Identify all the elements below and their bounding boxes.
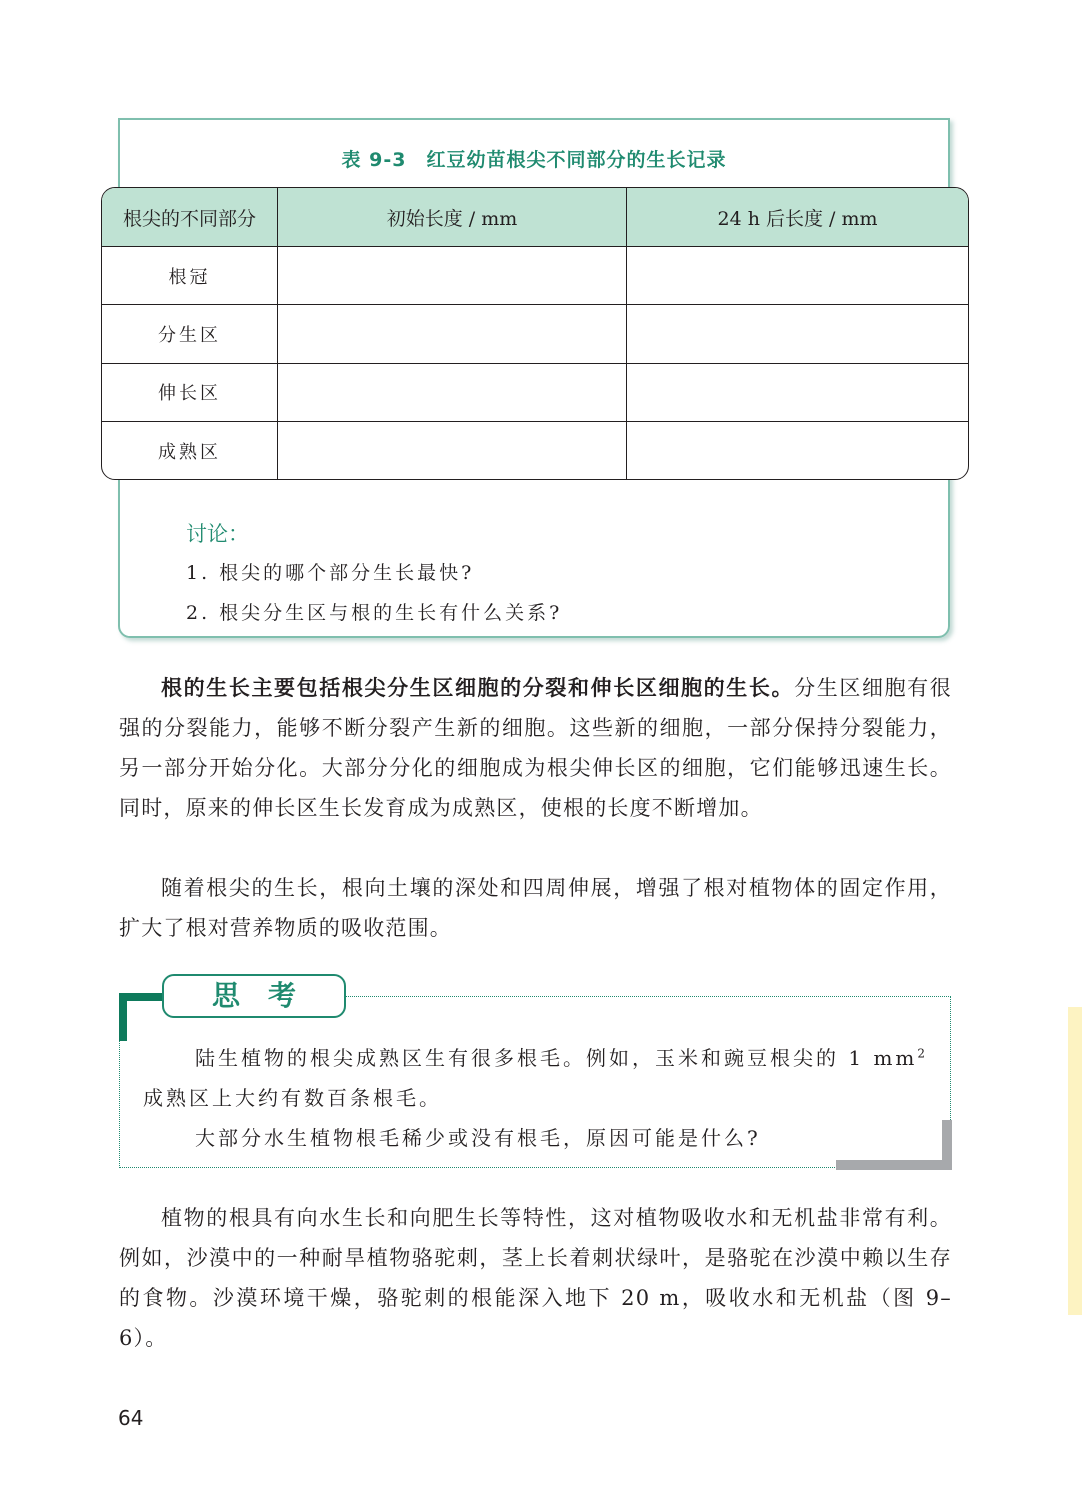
header-length-after-24h: 24 h 后长度 / mm [627,188,969,247]
page-number: 64 [118,1406,144,1430]
page-edge-tab [1068,1007,1082,1315]
paragraph-body: 分生区细胞有很强的分裂能力，能够不断分裂产生新的细胞。这些新的细胞，一部分保持分裂能力，另一部分开始分化。大部分分化的细胞成为根尖伸长区的细胞，它们能够迅速生长。同时，原来的伸长区生长发育成为成熟区，使根的长度不断增加。 [119,676,952,820]
think-label: 思考 [162,974,346,1018]
table-row [102,363,968,421]
paragraph-root-extension: 随着根尖的生长，根向土壤的深处和四周伸展，增强了根对植物体的固定作用，扩大了根对营养物质的吸收范围。 [119,876,952,940]
table-title: 表 9-3 红豆幼苗根尖不同部分的生长记录 [341,149,727,171]
paragraph-root-growth [119,668,952,828]
paragraph-key-sentence: 根的生长主要包括根尖分生区细胞的分裂和伸长区细胞的生长。 [161,676,795,700]
discussion-label: 讨论： [186,522,249,546]
cell-empty [278,247,627,305]
header-root-part: 根尖的不同部分 [102,188,278,247]
cell-empty [278,422,627,479]
cell-empty [627,247,969,305]
growth-record-table [101,187,969,480]
header-initial-length: 初始长度 / mm [278,188,627,247]
think-corner-accent [119,993,165,1001]
table-row [102,422,968,479]
paragraph-root-tropism: 植物的根具有向水生长和向肥生长等特性，这对植物吸收水和无机盐非常有利。例如，沙漠中的一种耐旱植物骆驼刺，茎上长着刺状绿叶，是骆驼在沙漠中赖以生存的食物。沙漠环境干燥，骆驼刺的根能深入地下 20 m，吸收水和无机盐（图 9–6）。 [119,1206,952,1350]
cell-empty [278,363,627,421]
think-text-1: 陆生植物的根尖成熟区生有很多根毛。例如，玉米和豌豆根尖的 1 mm [195,1046,918,1070]
row-label-elongation: 伸长区 [102,363,278,421]
think-text-line-2: 成熟区上大约有数百条根毛。 [143,1086,442,1110]
table-row [102,247,968,305]
table-header-row [102,188,968,247]
discussion-question-2: 2. 根尖分生区与根的生长有什么关系? [186,602,563,624]
row-label-root-cap: 根冠 [102,247,278,305]
cell-empty [627,422,969,479]
cell-empty [627,363,969,421]
think-question: 大部分水生植物根毛稀少或没有根毛，原因可能是什么? [195,1126,761,1150]
row-label-meristem: 分生区 [102,305,278,363]
superscript-2: 2 [917,1046,926,1061]
cell-empty [627,305,969,363]
think-shadow-accent [836,1160,952,1170]
cell-empty [278,305,627,363]
think-text-line-1 [195,1042,935,1071]
row-label-maturation: 成熟区 [102,422,278,479]
discussion-question-1: 1. 根尖的哪个部分生长最快? [186,562,475,584]
table-row [102,305,968,363]
